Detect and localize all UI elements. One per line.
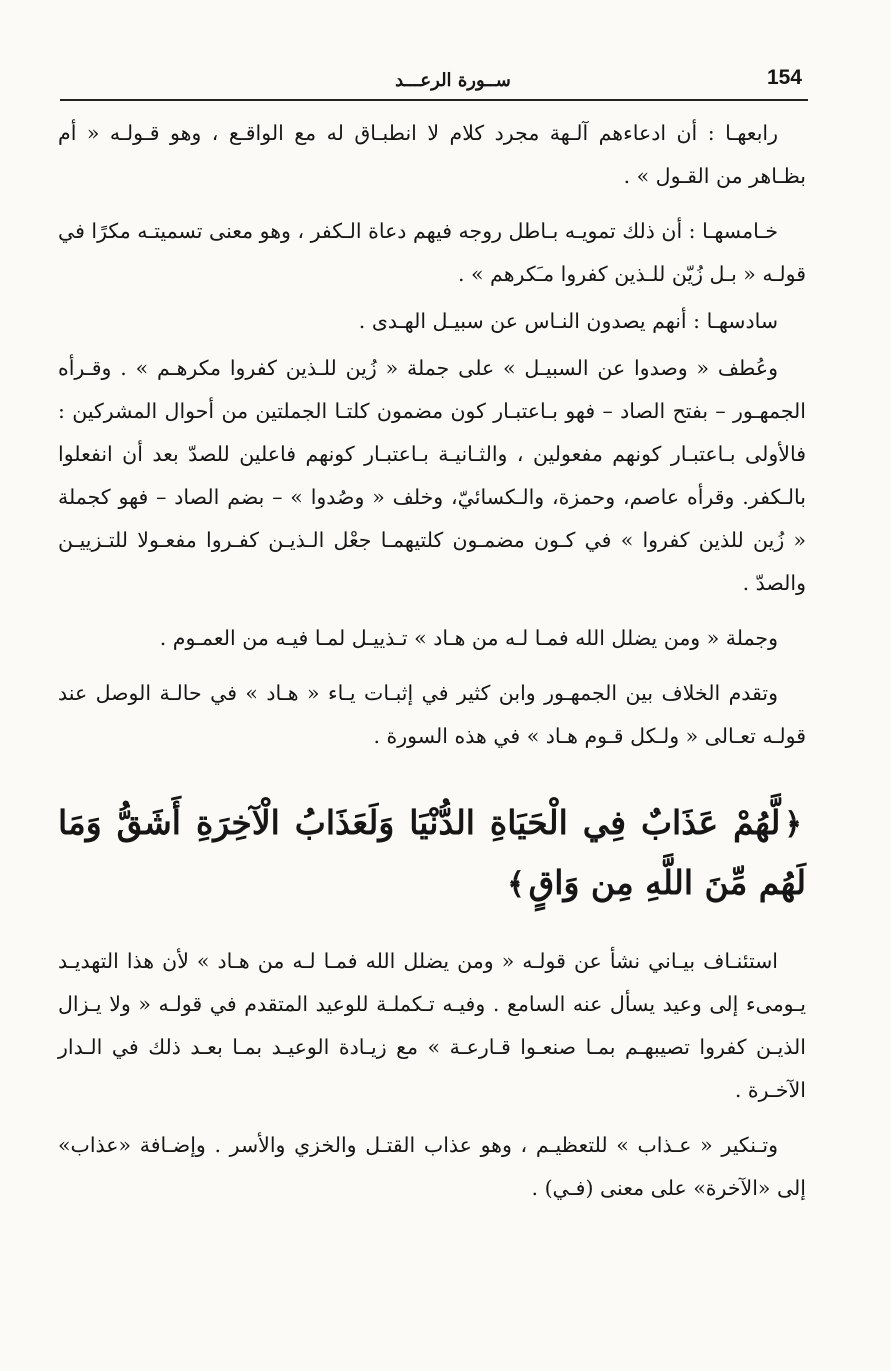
verse-open-ornament: ﴿ — [784, 807, 802, 842]
paragraph: سادسهـا : أنهم يصدون النـاس عن سبيـل الهـدى . — [358, 309, 778, 333]
page-header — [60, 66, 808, 96]
page-body — [58, 112, 806, 1214]
paragraph: خـامسهـا : أن ذلك تمويـه بـاطل روجه فيهم دعاة الـكفر ، وهو معنى تسميتـه مكرًا في قولـه « بـل زُيّن للـذين كفروا مـَكرهم » . — [58, 219, 806, 286]
commentary-paragraph: وتـنكير « عـذاب » للتعظيـم ، وهو عذاب القتـل والخزي والأسر . وإضـافة «عذاب» إلى «الآخرة» على معنى (فـي) . — [58, 1133, 806, 1200]
header-rule — [60, 99, 808, 101]
paragraph: رابعهـا : أن ادعاءهم آلـهة مجرد كلام لا انطبـاق له مع الواقـع ، وهو قـولـه « أم بظـاهر من القـول » . — [58, 121, 806, 188]
verse-text: لَّهُمْ عَذَابٌ فِي الْحَيَاةِ الدُّنْيَا وَلَعَذَابُ الْآخِرَةِ أَشَقُّ وَمَا لَهُم مِّنَ اللَّهِ مِن وَاقٍ — [58, 803, 806, 902]
paragraph: وجملة « ومن يضلل الله فمـا لـه من هـاد » تـذييـل لمـا فيـه من العمـوم . — [159, 626, 778, 650]
quran-verse — [58, 794, 806, 914]
verse-close-ornament: ﴾ — [507, 867, 525, 902]
commentary-paragraph: استئنـاف بيـاني نشأ عن قولـه « ومن يضلل الله فمـا لـه من هـاد » لأن هذا التهديـد يـومىء إلى وعيد يسأل عنه السامع . وفيـه تـكملـة للوعيد المتقدم في قولـه « ولا يـزال الذيـن كفروا تصيبهـم بمـا صنعـوا قـارعـة » مع زيـادة الوعيـد بمـا بعـد ذلك في الـدار الآخـرة . — [58, 949, 806, 1102]
paragraph: وعُطف « وصدوا عن السبيـل » على جملة « زُين للـذين كفروا مكرهـم » . وقـرأه الجمهـور – بفتح الصاد – فهو بـاعتبـار كون مضمون كلتـا الجملتين من أحوال المشركين : فالأولى بـاعتبـار كونهم مفعولين ، والثـانيـة بـاعتبـار كونهم فاعلين للصدّ بعد أن انفعلوا بالـكفر. وقرأه عاصم، وحمزة، والـكسائيّ، وخلف « وصُدوا » – بضم الصاد – فهو كجملة « زُين للذين كفروا » في كـون مضمـون كلتيهمـا جعْل الـذيـن كفـروا مفعـولا للتـزييـن والصدّ . — [58, 356, 806, 595]
page-number: 154 — [766, 66, 802, 89]
surah-title: ســورة الرعـــد — [395, 70, 511, 91]
paragraph: وتقدم الخلاف بين الجمهـور وابن كثير في إثبـات يـاء « هـاد » في حالـة الوصل عند قولـه تعـالى « ولـكل قـوم هـاد » في هذه السورة . — [58, 681, 806, 748]
